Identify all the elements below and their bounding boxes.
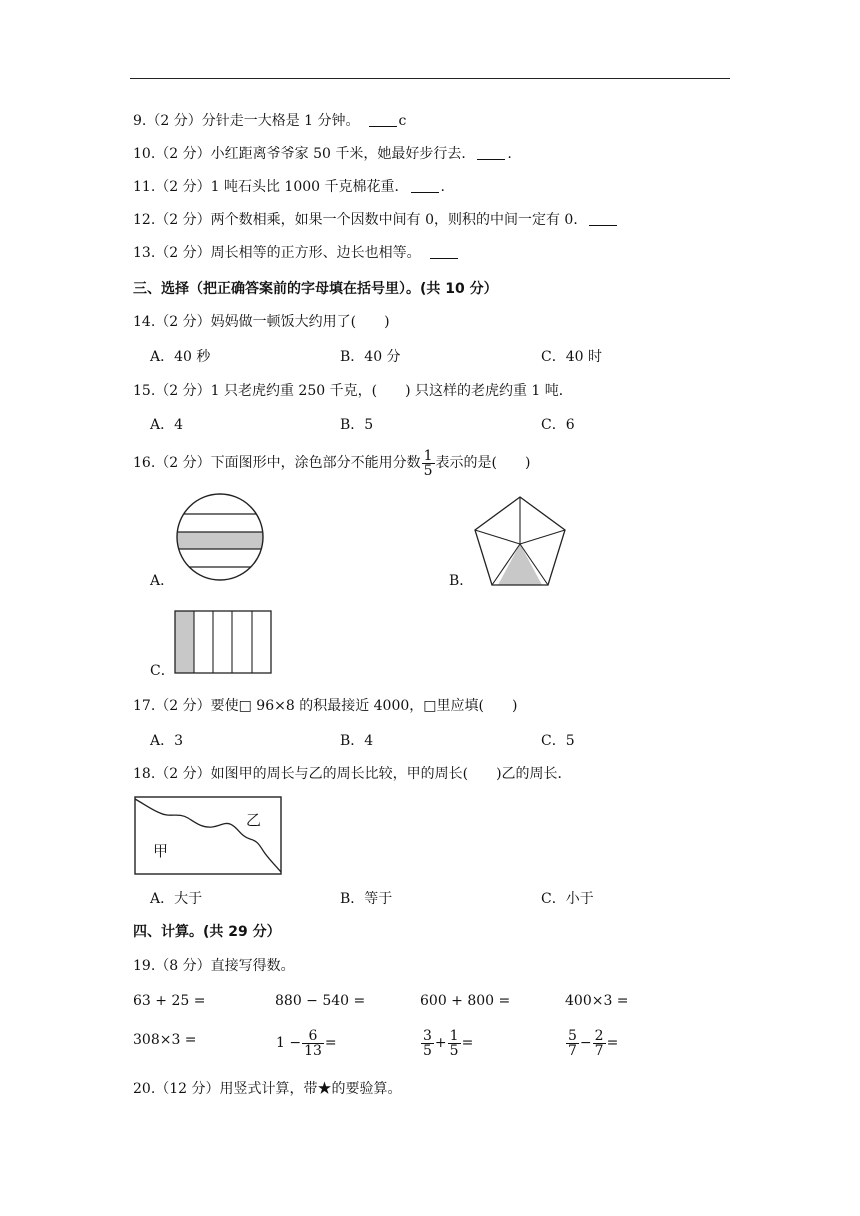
question-20: 20.（12 分）用竖式计算，带★的要验算。 xyxy=(133,1081,402,1097)
question-13: 13.（2 分）周长相等的正方形、边长也相等。 xyxy=(133,244,460,262)
calc-5-7-minus-2-7: $\frac{5}{7}$ − $\frac{2}{7}$ = xyxy=(568,1027,619,1059)
figure-b-pentagon xyxy=(470,494,570,589)
q14-option-a[interactable]: A．40 秒 xyxy=(150,349,211,365)
question-14: 14.（2 分）妈妈做一顿饭大约用了( ) xyxy=(133,314,390,330)
question-16: 16.（2 分）下面图形中，涂色部分不能用分数 $\frac{1}{5}$ 表示的是( ) xyxy=(133,447,531,479)
q16-option-b[interactable]: B． xyxy=(449,573,474,589)
calc-880-minus-540: 880 − 540 = xyxy=(275,993,366,1009)
answer-blank[interactable] xyxy=(411,178,439,193)
figure-a-circle xyxy=(170,492,270,582)
label-yi: 乙 xyxy=(246,811,262,829)
answer-blank[interactable] xyxy=(589,211,617,226)
q18-option-a[interactable]: A．大于 xyxy=(150,891,203,907)
q16-option-a[interactable]: A． xyxy=(150,573,175,589)
calc-600-plus-800: 600 + 800 = xyxy=(420,993,511,1009)
q17-option-a[interactable]: A．3 xyxy=(150,733,184,749)
label-jia: 甲 xyxy=(153,842,169,860)
q17-option-b[interactable]: B．4 xyxy=(340,733,374,749)
question-15: 15.（2 分）1 只老虎约重 250 千克，( ) 只这样的老虎约重 1 吨． xyxy=(133,383,573,399)
calc-3-5-plus-1-5: $\frac{3}{5}$ + $\frac{1}{5}$ = xyxy=(423,1027,474,1059)
question-19: 19.（8 分）直接写得数。 xyxy=(133,958,295,974)
calc-400-times-3: 400×3 = xyxy=(565,993,629,1009)
calc-63-plus-25: 63 + 25 = xyxy=(133,993,206,1009)
fraction-one-fifth: $\frac{1}{5}$ xyxy=(423,447,433,479)
section-3-heading: 三、选择（把正确答案前的字母填在括号里）。(共 10 分） xyxy=(133,281,498,297)
section-4-heading: 四、计算。(共 29 分） xyxy=(133,924,281,940)
q16-option-c[interactable]: C． xyxy=(150,663,175,679)
question-18: 18.（2 分）如图甲的周长与乙的周长比较，甲的周长( )乙的周长． xyxy=(133,766,572,782)
question-10: 10.（2 分）小红距离爷爷家 50 千米，她最好步行去． . xyxy=(133,146,512,162)
q18-option-c[interactable]: C．小于 xyxy=(541,891,594,907)
q15-option-a[interactable]: A．4 xyxy=(150,417,184,433)
q14-option-c[interactable]: C．40 时 xyxy=(541,349,602,365)
q15-option-b[interactable]: B．5 xyxy=(340,417,374,433)
calc-1-minus-6-13: 1 − $\frac{6}{13}$ = xyxy=(276,1027,337,1059)
figure-c-rectangle xyxy=(174,610,274,675)
question-9: 9.（2 分）分针走一大格是 1 分钟。 c xyxy=(133,113,407,129)
q17-option-c[interactable]: C．5 xyxy=(541,733,575,749)
calc-308-times-3: 308×3 = xyxy=(133,1032,197,1048)
figure-jia-yi xyxy=(134,796,284,876)
q15-option-c[interactable]: C．6 xyxy=(541,417,575,433)
question-17: 17.（2 分）要使□ 96×8 的积最接近 4000，□里应填( ) xyxy=(133,698,518,714)
header-rule xyxy=(130,78,730,79)
answer-blank[interactable] xyxy=(369,112,397,127)
answer-blank[interactable] xyxy=(430,244,458,259)
q18-option-b[interactable]: B．等于 xyxy=(340,891,393,907)
answer-blank[interactable] xyxy=(477,145,505,160)
question-11: 11.（2 分）1 吨石头比 1000 千克棉花重． . xyxy=(133,179,445,195)
q14-option-b[interactable]: B．40 分 xyxy=(340,349,401,365)
question-12: 12.（2 分）两个数相乘，如果一个因数中间有 0，则积的中间一定有 0． xyxy=(133,211,619,229)
